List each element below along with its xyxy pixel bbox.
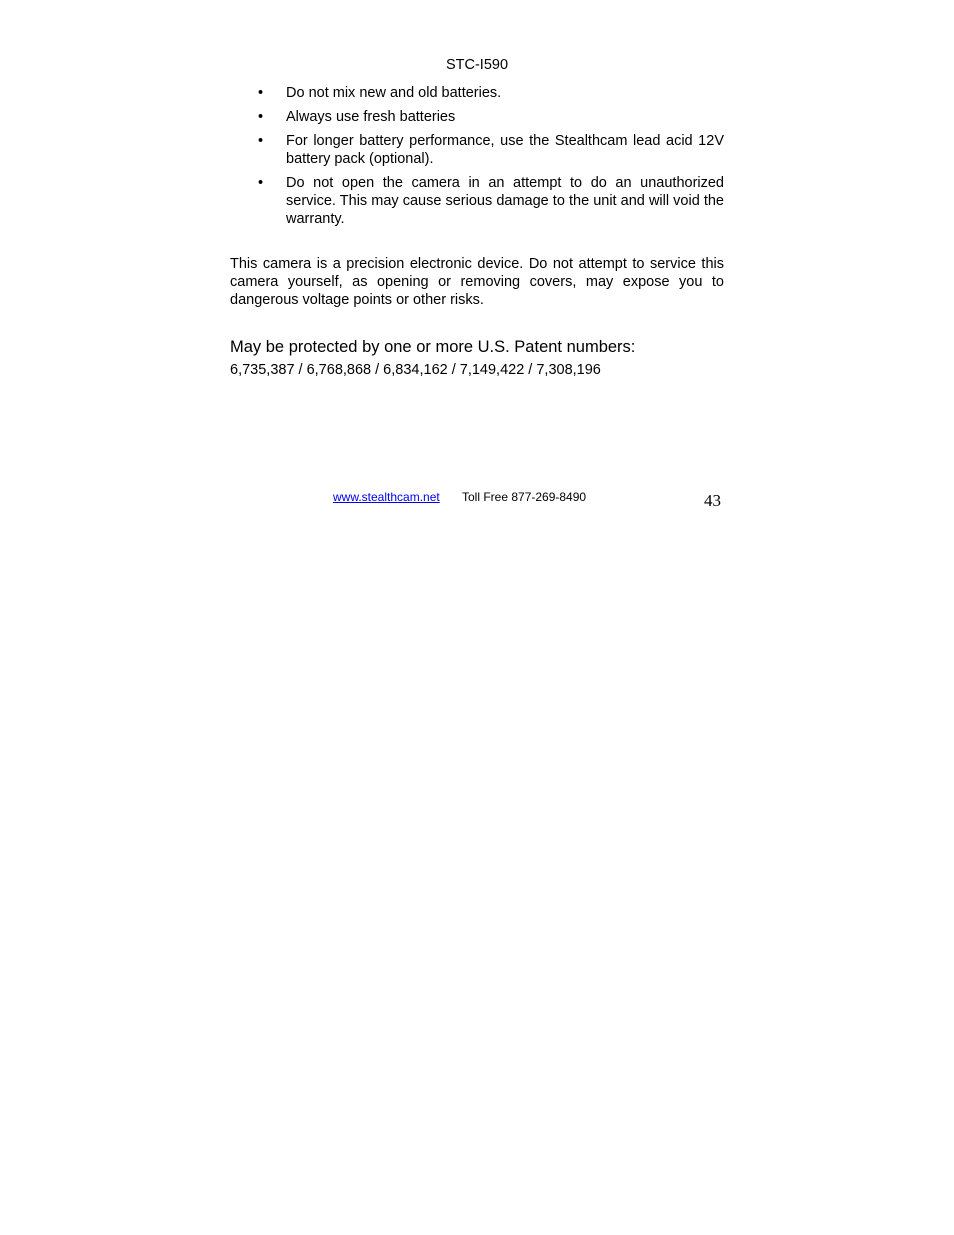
page-header: STC-I590 bbox=[445, 57, 509, 73]
service-warning-paragraph: This camera is a precision electronic device. Do not attempt to service this camera yourself, as opening or removing covers, may expose you to dangerous voltage points or other risks. bbox=[230, 256, 724, 308]
list-item bbox=[230, 108, 724, 126]
toll-free-phone: Toll Free 877-269-8490 bbox=[462, 490, 587, 504]
battery-warning-list bbox=[230, 84, 724, 234]
list-item-text: Always use fresh batteries bbox=[286, 109, 456, 125]
bullet-icon: • bbox=[258, 175, 264, 191]
patent-numbers: 6,735,387 / 6,768,868 / 6,834,162 / 7,149,422 / 7,308,196 bbox=[230, 362, 601, 378]
bullet-icon: • bbox=[258, 133, 264, 149]
patent-heading: May be protected by one or more U.S. Patent numbers: bbox=[230, 338, 636, 356]
bullet-icon: • bbox=[258, 109, 264, 125]
bullet-icon: • bbox=[258, 85, 264, 101]
list-item bbox=[230, 132, 724, 168]
page-number: 43 bbox=[704, 491, 721, 510]
website-link[interactable]: www.stealthcam.net bbox=[333, 490, 440, 504]
list-item-text: For longer battery performance, use the Stealthcam lead acid 12V battery pack (optional). bbox=[286, 133, 724, 167]
list-item-text: Do not mix new and old batteries. bbox=[286, 85, 502, 101]
list-item bbox=[230, 84, 724, 102]
list-item bbox=[230, 174, 724, 228]
list-item-text: Do not open the camera in an attempt to do an unauthorized service. This may cause serious damage to the unit and will void the warranty. bbox=[286, 175, 724, 227]
